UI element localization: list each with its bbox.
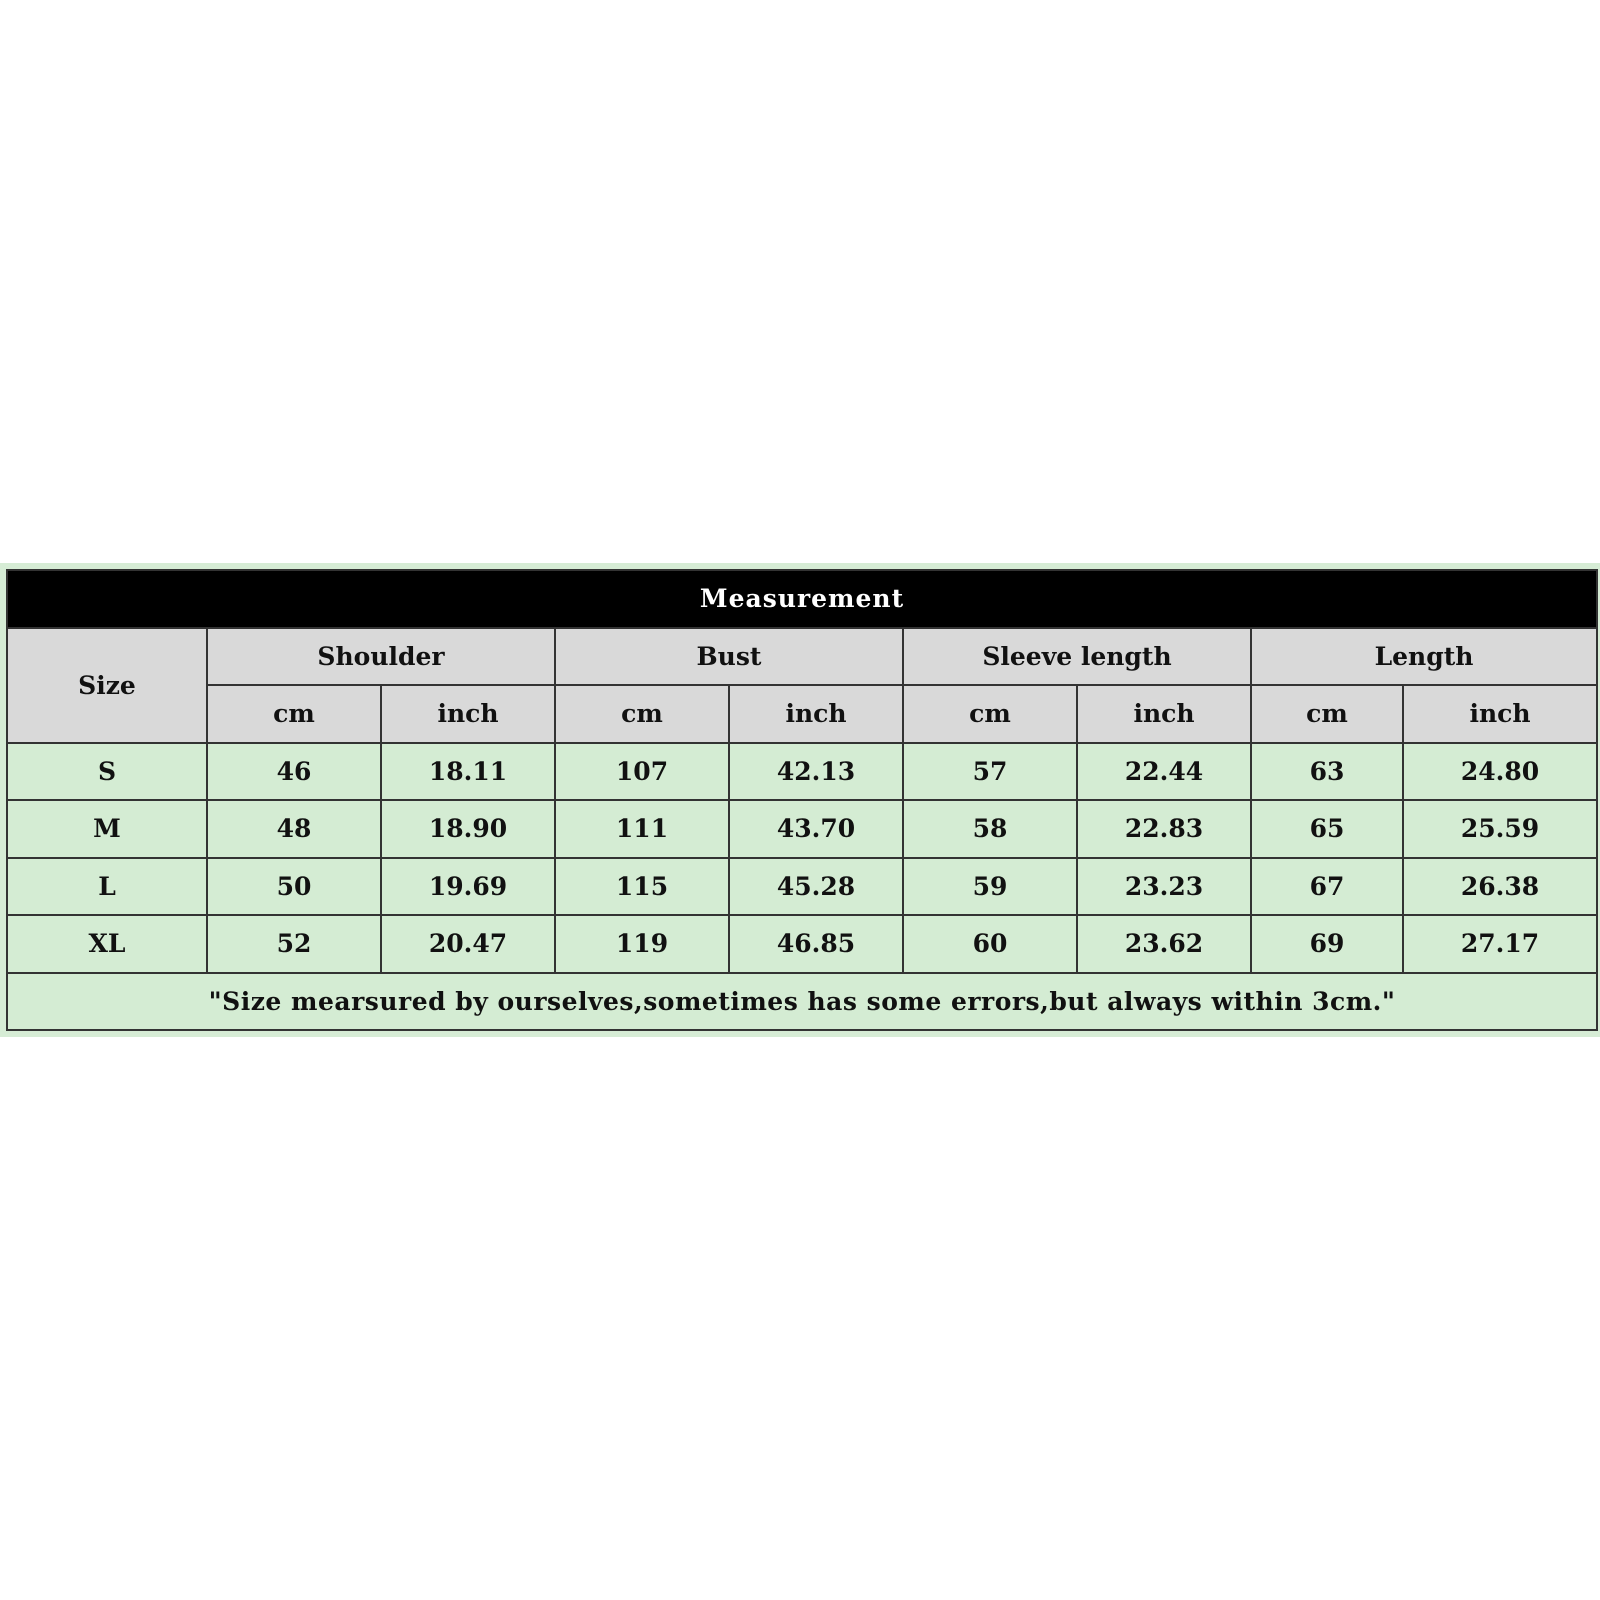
unit-header: inch	[1403, 685, 1597, 743]
value-cell: 22.44	[1077, 743, 1251, 801]
value-cell: 24.80	[1403, 743, 1597, 801]
size-chart-table	[6, 569, 1598, 1031]
value-cell: 27.17	[1403, 915, 1597, 973]
group-header-sleeve-length: Sleeve length	[903, 628, 1251, 686]
table-row	[7, 800, 1597, 858]
unit-header: inch	[381, 685, 555, 743]
unit-header: inch	[1077, 685, 1251, 743]
value-cell: 67	[1251, 858, 1403, 916]
measurement-note: "Size mearsured by ourselves,sometimes has some errors,but always within 3cm."	[7, 973, 1597, 1031]
value-cell: 69	[1251, 915, 1403, 973]
unit-header: inch	[729, 685, 903, 743]
group-header-row	[7, 628, 1597, 686]
unit-header: cm	[207, 685, 381, 743]
unit-header-row	[7, 685, 1597, 743]
value-cell: 48	[207, 800, 381, 858]
size-header: Size	[7, 628, 207, 743]
value-cell: 52	[207, 915, 381, 973]
value-cell: 58	[903, 800, 1077, 858]
value-cell: 115	[555, 858, 729, 916]
value-cell: 46.85	[729, 915, 903, 973]
size-cell: XL	[7, 915, 207, 973]
table-title: Measurement	[7, 570, 1597, 628]
note-row	[7, 973, 1597, 1031]
value-cell: 50	[207, 858, 381, 916]
group-header-shoulder: Shoulder	[207, 628, 555, 686]
value-cell: 18.90	[381, 800, 555, 858]
size-cell: M	[7, 800, 207, 858]
value-cell: 43.70	[729, 800, 903, 858]
size-cell: S	[7, 743, 207, 801]
value-cell: 23.62	[1077, 915, 1251, 973]
group-header-bust: Bust	[555, 628, 903, 686]
table-row	[7, 915, 1597, 973]
value-cell: 57	[903, 743, 1077, 801]
value-cell: 18.11	[381, 743, 555, 801]
value-cell: 19.69	[381, 858, 555, 916]
value-cell: 26.38	[1403, 858, 1597, 916]
value-cell: 60	[903, 915, 1077, 973]
value-cell: 65	[1251, 800, 1403, 858]
unit-header: cm	[555, 685, 729, 743]
title-row	[7, 570, 1597, 628]
value-cell: 119	[555, 915, 729, 973]
unit-header: cm	[1251, 685, 1403, 743]
value-cell: 107	[555, 743, 729, 801]
value-cell: 45.28	[729, 858, 903, 916]
value-cell: 63	[1251, 743, 1403, 801]
size-cell: L	[7, 858, 207, 916]
table-row	[7, 743, 1597, 801]
unit-header: cm	[903, 685, 1077, 743]
value-cell: 23.23	[1077, 858, 1251, 916]
value-cell: 111	[555, 800, 729, 858]
value-cell: 42.13	[729, 743, 903, 801]
value-cell: 59	[903, 858, 1077, 916]
value-cell: 25.59	[1403, 800, 1597, 858]
value-cell: 22.83	[1077, 800, 1251, 858]
group-header-length: Length	[1251, 628, 1597, 686]
value-cell: 46	[207, 743, 381, 801]
value-cell: 20.47	[381, 915, 555, 973]
table-row	[7, 858, 1597, 916]
